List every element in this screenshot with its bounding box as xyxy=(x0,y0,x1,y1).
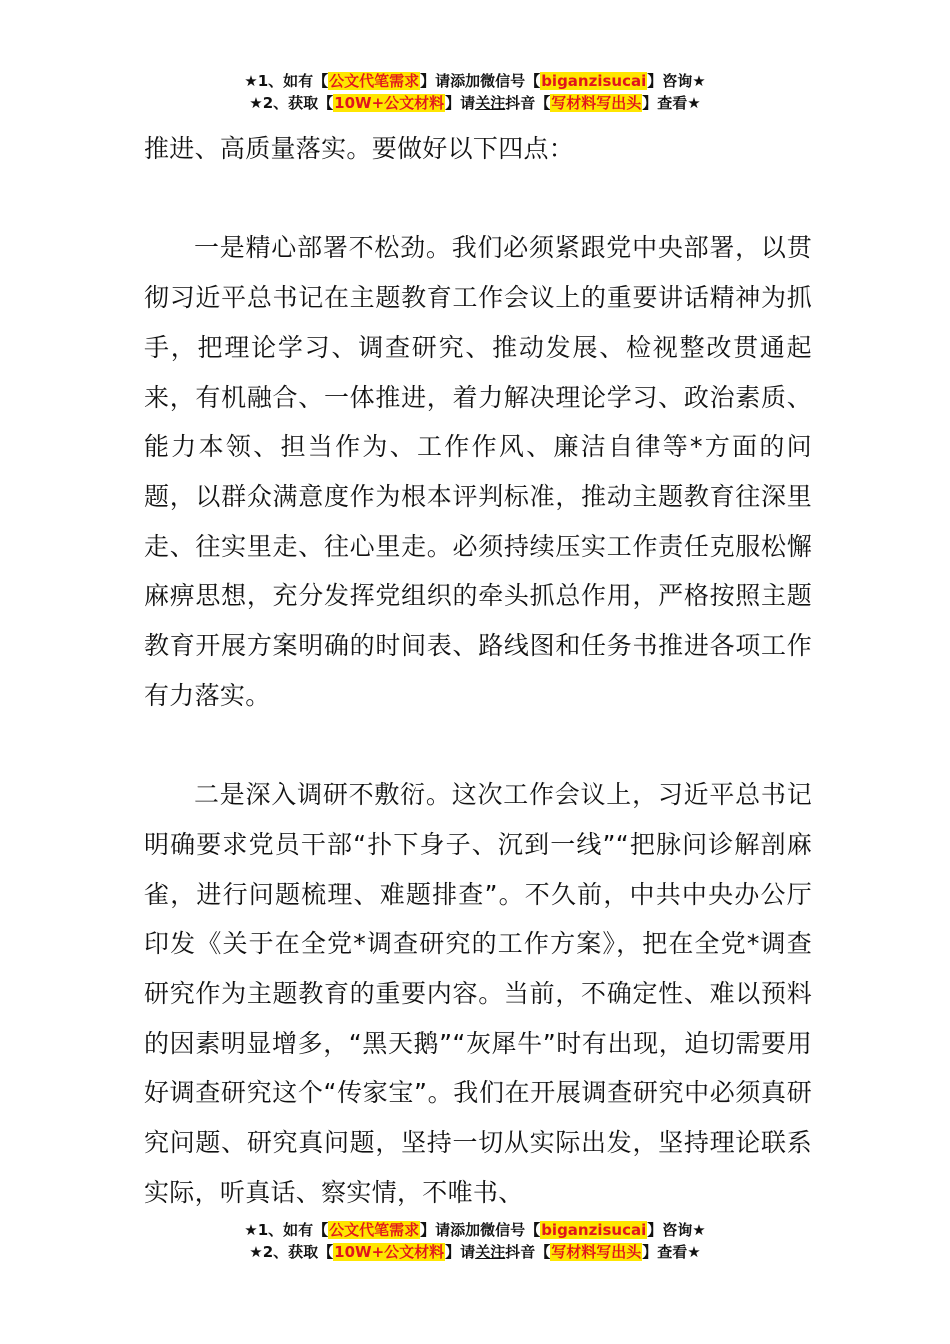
banner-text: 2、获取【 xyxy=(262,94,334,112)
document-body xyxy=(144,124,812,1217)
footer-banner xyxy=(0,1219,950,1263)
intro-line: 推进、高质量落实。要做好以下四点： xyxy=(144,134,575,163)
banner-text: 1、如有【 xyxy=(257,72,329,90)
banner-text-underlined: 关注 xyxy=(475,94,506,112)
banner-text-underlined: 关注 xyxy=(475,1243,506,1261)
banner-text: 抖音【 xyxy=(505,94,551,112)
highlight-materials: 10W+公文材料 xyxy=(334,1243,445,1261)
banner-text: 2、获取【 xyxy=(262,1243,334,1261)
banner-text: 】咨询 xyxy=(647,72,693,90)
star-icon: ★ xyxy=(249,1243,263,1261)
paragraph-gap xyxy=(144,174,812,224)
banner-text: 抖音【 xyxy=(505,1243,551,1261)
star-icon: ★ xyxy=(692,72,706,90)
banner-line-1 xyxy=(0,1219,950,1241)
banner-text: 】查看 xyxy=(642,1243,688,1261)
banner-line-2 xyxy=(0,92,950,114)
banner-text: 】咨询 xyxy=(647,1221,693,1239)
banner-line-1 xyxy=(0,70,950,92)
paragraph-gap xyxy=(144,720,812,770)
highlight-wechat-id: biganzisucai xyxy=(541,1221,647,1239)
highlight-douyin: 写材料写出头 xyxy=(551,1243,642,1261)
star-icon: ★ xyxy=(687,1243,701,1261)
banner-text: 】请 xyxy=(445,94,476,112)
highlight-service: 公文代笔需求 xyxy=(329,1221,420,1239)
banner-text: 】请 xyxy=(445,1243,476,1261)
paragraph-1: 一是精心部署不松劲。我们必须紧跟党中央部署，以贯彻习近平总书记在主题教育工作会议上的重要讲话精神为抓手，把理论学习、调查研究、推动发展、检视整改贯通起来，有机融合、一体推进，着力解决理论学习、政治素质、能力本领、担当作为、工作作风、廉洁自律等*方面的问题，以群众满意度作为根本评判标准，推动主题教育往深里走、往实里走、往心里走。必须持续压实工作责任克服松懈麻痹思想，充分发挥党组织的牵头抓总作用，严格按照主题教育开展方案明确的时间表、路线图和任务书推进各项工作有力落实。 xyxy=(144,233,812,710)
highlight-wechat-id: biganzisucai xyxy=(541,72,647,90)
highlight-service: 公文代笔需求 xyxy=(329,72,420,90)
highlight-douyin: 写材料写出头 xyxy=(551,94,642,112)
star-icon: ★ xyxy=(249,94,263,112)
banner-text: 】查看 xyxy=(642,94,688,112)
banner-text: 1、如有【 xyxy=(257,1221,329,1239)
banner-text: 】请添加微信号【 xyxy=(420,72,541,90)
banner-line-2 xyxy=(0,1241,950,1263)
star-icon: ★ xyxy=(687,94,701,112)
star-icon: ★ xyxy=(692,1221,706,1239)
star-icon: ★ xyxy=(244,72,258,90)
banner-text: 】请添加微信号【 xyxy=(420,1221,541,1239)
paragraph-2: 二是深入调研不敷衍。这次工作会议上，习近平总书记明确要求党员干部“扑下身子、沉到一线”“把脉问诊解剖麻雀，进行问题梳理、难题排查”。不久前，中共中央办公厅印发《关于在全党*调查研究的工作方案》，把在全党*调查研究作为主题教育的重要内容。当前，不确定性、难以预料的因素明显增多，“黑天鹅”“灰犀牛”时有出现，迫切需要用好调查研究这个“传家宝”。我们在开展调查研究中必须真研究问题、研究真问题，坚持一切从实际出发，坚持理论联系实际，听真话、察实情，不唯书、 xyxy=(144,780,812,1207)
header-banner xyxy=(0,70,950,114)
star-icon: ★ xyxy=(244,1221,258,1239)
highlight-materials: 10W+公文材料 xyxy=(334,94,445,112)
